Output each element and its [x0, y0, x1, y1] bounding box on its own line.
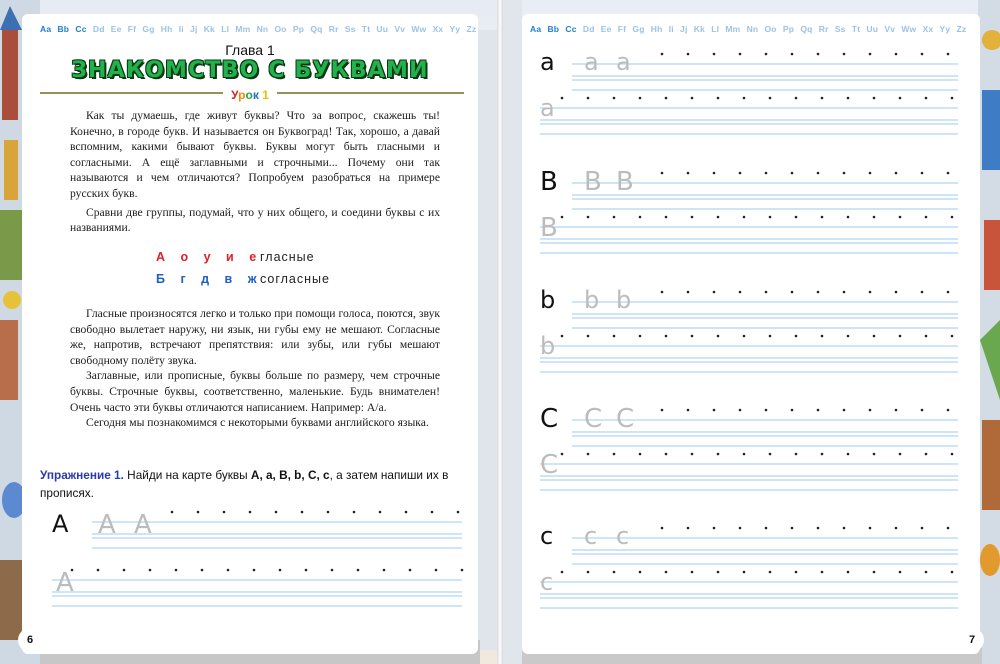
guide-dot	[951, 453, 954, 456]
guide-dot	[847, 453, 850, 456]
guide-dot	[925, 97, 928, 100]
alphabet-pair: Mm	[725, 24, 741, 34]
alphabet-pair: Mm	[235, 24, 251, 34]
guide-dot	[717, 335, 720, 338]
guide-dot	[661, 53, 664, 56]
lesson-char: к	[252, 88, 259, 102]
guide-dot	[713, 409, 716, 412]
book-gutter	[497, 0, 503, 664]
guide-dot	[821, 216, 824, 219]
guide-dot	[895, 172, 898, 175]
guide-dot	[791, 53, 794, 56]
trace-letter: B	[584, 167, 602, 197]
alphabet-pair: Gg	[632, 24, 645, 34]
guide-dot	[743, 216, 746, 219]
alphabet-pair: Ee	[110, 24, 122, 34]
lesson-char: 1	[262, 88, 269, 102]
guide-dot	[817, 172, 820, 175]
guide-dot	[561, 453, 564, 456]
guide-dot	[717, 216, 720, 219]
page-number-left: 6	[18, 628, 42, 652]
guide-dot	[925, 571, 928, 574]
guide-dot	[561, 335, 564, 338]
guide-dot	[739, 53, 742, 56]
alphabet-pair: Bb	[547, 24, 560, 34]
guide-dot	[687, 409, 690, 412]
guide-dot	[739, 172, 742, 175]
guide-dot	[713, 172, 716, 175]
chapter-label: Глава 1	[225, 42, 275, 58]
guide-dot	[331, 569, 334, 572]
guide-dot	[613, 571, 616, 574]
guide-dot	[817, 291, 820, 294]
guide-dot	[921, 291, 924, 294]
guide-dot	[795, 216, 798, 219]
guide-dot	[253, 569, 256, 572]
guide-dot	[665, 571, 668, 574]
guide-dot	[873, 97, 876, 100]
guide-dot	[765, 172, 768, 175]
alphabet-pair: Pp	[292, 24, 305, 34]
alphabet-pair: Kk	[693, 24, 705, 34]
guide-dot	[899, 335, 902, 338]
guide-dot	[665, 335, 668, 338]
guide-dot	[843, 409, 846, 412]
guide-dot	[457, 511, 460, 514]
alphabet-pair: Jj	[680, 24, 688, 34]
guide-dot	[847, 216, 850, 219]
guide-dot	[951, 335, 954, 338]
guide-dot	[301, 511, 304, 514]
alphabet-pair: Ll	[221, 24, 230, 34]
guide-dot	[895, 409, 898, 412]
alphabet-pair: Zz	[956, 24, 967, 34]
guide-dot	[791, 172, 794, 175]
guide-dot	[227, 569, 230, 572]
guide-dot	[951, 216, 954, 219]
guide-dot	[847, 97, 850, 100]
guide-dot	[843, 53, 846, 56]
guide-dot	[435, 569, 438, 572]
alphabet-pair: Gg	[142, 24, 155, 34]
alphabet-pair: Kk	[203, 24, 215, 34]
guide-dot	[561, 216, 564, 219]
guide-dot	[613, 335, 616, 338]
guide-dot	[743, 335, 746, 338]
alphabet-pair: Ww	[411, 24, 427, 34]
guide-dot	[869, 409, 872, 412]
guide-dot	[691, 571, 694, 574]
exercise-tail: , а затем напиши их в прописях.	[40, 468, 449, 500]
exercise-letters: A, a, B, b, C, c	[250, 468, 330, 482]
guide-dot	[431, 511, 434, 514]
guide-dot	[817, 527, 820, 530]
guide-dot	[951, 97, 954, 100]
guide-dot	[639, 216, 642, 219]
guide-dot	[661, 172, 664, 175]
trace-letter: B	[540, 213, 558, 243]
trace-letter-a-capital: A	[134, 510, 152, 540]
guide-dot	[795, 97, 798, 100]
guide-dot	[843, 527, 846, 530]
alphabet-pair: Tt	[361, 24, 371, 34]
guide-dot	[947, 409, 950, 412]
guide-dot	[171, 511, 174, 514]
alphabet-pair: Ff	[127, 24, 137, 34]
alphabet-pair: Nn	[746, 24, 759, 34]
guide-dot	[661, 527, 664, 530]
guide-dot	[197, 511, 200, 514]
trace-letter: a	[584, 48, 599, 76]
guide-dot	[899, 216, 902, 219]
guide-dot	[275, 511, 278, 514]
alphabet-pair: Ff	[617, 24, 627, 34]
model-letter: a	[540, 48, 555, 76]
guide-dot	[587, 97, 590, 100]
alphabet-pair: Ww	[901, 24, 917, 34]
guide-dot	[409, 569, 412, 572]
right-page	[500, 0, 1000, 664]
guide-dot	[769, 571, 772, 574]
chapter-title: ЗНАКОМСТВО С БУКВАМИ	[71, 58, 429, 83]
alphabet-pair: Pp	[782, 24, 795, 34]
guide-dot	[665, 453, 668, 456]
alphabet-pair: Ll	[711, 24, 720, 34]
guide-dot	[795, 453, 798, 456]
trace-letter: C	[540, 450, 559, 480]
guide-dot	[843, 172, 846, 175]
alphabet-pair: Qq	[800, 24, 813, 34]
alphabet-pair: Qq	[310, 24, 323, 34]
alphabet-pair: Aa	[40, 24, 52, 34]
trace-letter: a	[540, 94, 555, 122]
explanation-paragraph: Заглавные, или прописные, буквы больше по размеру, чем строчные буквы. Строчные буквы, соответственно, маленькие. Будь внимателен! Очень часто эти буквы отличаются написанием. Например: А/а.	[70, 369, 440, 414]
guide-dot	[947, 53, 950, 56]
trace-letter: b	[584, 286, 600, 314]
vowel-label: гласные	[260, 250, 315, 264]
guide-dot	[587, 335, 590, 338]
alphabet-pair: Oo	[274, 24, 287, 34]
alphabet-pair: Tt	[851, 24, 861, 34]
guide-dot	[769, 216, 772, 219]
lesson-char: о	[245, 88, 253, 102]
vowel-letters: А о у и е	[156, 250, 263, 264]
alphabet-pair: Uu	[376, 24, 389, 34]
guide-dot	[717, 571, 720, 574]
guide-dot	[899, 571, 902, 574]
guide-dot	[765, 53, 768, 56]
guide-dot	[899, 97, 902, 100]
guide-dot	[873, 453, 876, 456]
consonant-label: согласные	[260, 272, 330, 286]
model-letter: c	[540, 522, 554, 550]
alphabet-pair: Aa	[530, 24, 542, 34]
alphabet-pair: Rr	[818, 24, 829, 34]
alphabet-pair: Hh	[160, 24, 173, 34]
exercise-text: Найди на карте буквы	[123, 468, 251, 482]
guide-dot	[743, 453, 746, 456]
guide-dot	[821, 453, 824, 456]
guide-dot	[947, 172, 950, 175]
guide-dot	[587, 216, 590, 219]
guide-dot	[921, 409, 924, 412]
guide-dot	[201, 569, 204, 572]
alphabet-pair: Ss	[344, 24, 356, 34]
consonant-letters: Б г д в ж	[156, 272, 263, 286]
alphabet-pair: Oo	[764, 24, 777, 34]
guide-dot	[743, 97, 746, 100]
right-writing-lines	[500, 0, 1000, 664]
guide-dot	[687, 53, 690, 56]
alphabet-pair: Rr	[328, 24, 339, 34]
guide-dot	[639, 97, 642, 100]
guide-dot	[561, 97, 564, 100]
guide-dot	[765, 291, 768, 294]
guide-dot	[817, 409, 820, 412]
trace-letter: c	[540, 568, 554, 596]
guide-dot	[717, 453, 720, 456]
trace-letter: B	[616, 167, 634, 197]
guide-dot	[687, 172, 690, 175]
guide-dot	[665, 216, 668, 219]
guide-dot	[305, 569, 308, 572]
trace-letter: c	[616, 522, 630, 550]
alphabet-pair: Uu	[866, 24, 879, 34]
intro-paragraph: Как ты думаешь, где живут буквы? Что за вопрос, скажешь ты! Конечно, в городе букв. И называется он Буквоград! Так, хорошо, а давай вспомним, какими бывают буквы. Буквы могут быть гласными и согласными. А ещё заглавными и строчными... Почему они так называются и чем отличаются? Попробуем разобраться на примере русских букв.	[70, 109, 440, 200]
alphabet-pair: Vv	[394, 24, 406, 34]
guide-dot	[921, 53, 924, 56]
guide-dot	[613, 216, 616, 219]
lesson-char: р	[238, 88, 246, 102]
page-number-right: 7	[960, 628, 984, 652]
alphabet-pair: Yy	[939, 24, 951, 34]
guide-dot	[149, 569, 152, 572]
guide-dot	[795, 571, 798, 574]
alphabet-pair: Xx	[922, 24, 934, 34]
trace-letter: C	[584, 404, 603, 434]
guide-dot	[717, 97, 720, 100]
model-letter: C	[540, 404, 559, 434]
explanation-paragraph: Сегодня мы познакомимся с некоторыми буквами английского языка.	[86, 416, 429, 430]
guide-dot	[739, 527, 742, 530]
alphabet-pair: Vv	[884, 24, 896, 34]
guide-dot	[847, 335, 850, 338]
guide-dot	[869, 172, 872, 175]
guide-dot	[639, 453, 642, 456]
guide-dot	[821, 335, 824, 338]
guide-dot	[739, 409, 742, 412]
alphabet-pair: Yy	[449, 24, 461, 34]
guide-dot	[405, 511, 408, 514]
guide-dot	[925, 335, 928, 338]
guide-dot	[873, 216, 876, 219]
alphabet-pair: Dd	[582, 24, 595, 34]
guide-dot	[97, 569, 100, 572]
guide-dot	[843, 291, 846, 294]
guide-dot	[613, 453, 616, 456]
guide-dot	[817, 53, 820, 56]
trace-letter: a	[616, 48, 631, 76]
guide-dot	[951, 571, 954, 574]
guide-dot	[379, 511, 382, 514]
guide-dot	[561, 571, 564, 574]
trace-letter: C	[616, 404, 635, 434]
guide-dot	[847, 571, 850, 574]
guide-dot	[947, 291, 950, 294]
trace-letter: b	[540, 332, 556, 360]
guide-dot	[795, 335, 798, 338]
guide-dot	[357, 569, 360, 572]
model-letter: b	[540, 286, 556, 314]
guide-dot	[769, 453, 772, 456]
lesson-char: У	[231, 88, 239, 102]
guide-dot	[353, 511, 356, 514]
guide-dot	[791, 409, 794, 412]
intro-paragraph: Сравни две группы, подумай, что у них общего, и соедини буквы с их названиями.	[70, 205, 440, 235]
alphabet-pair: Ii	[178, 24, 184, 34]
guide-dot	[869, 53, 872, 56]
guide-dot	[687, 291, 690, 294]
guide-dot	[869, 291, 872, 294]
guide-dot	[661, 291, 664, 294]
alphabet-pair: Cc	[75, 24, 87, 34]
guide-dot	[895, 53, 898, 56]
guide-dot	[821, 97, 824, 100]
explanation-paragraph: Гласные произносятся легко и только при помощи голоса, поются, звук свободно вылетает наружу, ни язык, ни губы ему не мешают. Согласные же, напротив, встречают препятствия: или зубы, или губы мешают свободному полёту звука.	[70, 307, 440, 367]
guide-dot	[665, 97, 668, 100]
model-letter-a-capital: A	[52, 510, 69, 538]
alphabet-pair: Zz	[466, 24, 477, 34]
guide-dot	[713, 53, 716, 56]
guide-dot	[869, 527, 872, 530]
guide-dot	[279, 569, 282, 572]
guide-dot	[223, 511, 226, 514]
alphabet-pair: Hh	[650, 24, 663, 34]
alphabet-pair: Bb	[57, 24, 70, 34]
guide-dot	[925, 216, 928, 219]
guide-dot	[925, 453, 928, 456]
guide-dot	[769, 97, 772, 100]
alphabet-pair: Cc	[565, 24, 577, 34]
guide-dot	[743, 571, 746, 574]
guide-dot	[713, 527, 716, 530]
guide-dot	[249, 511, 252, 514]
guide-dot	[873, 335, 876, 338]
guide-dot	[687, 527, 690, 530]
guide-dot	[947, 527, 950, 530]
guide-dot	[461, 569, 464, 572]
guide-dot	[791, 527, 794, 530]
guide-dot	[123, 569, 126, 572]
alphabet-pair: Dd	[92, 24, 105, 34]
guide-dot	[899, 453, 902, 456]
alphabet-pair: Nn	[256, 24, 269, 34]
guide-dot	[921, 172, 924, 175]
model-letter: B	[540, 167, 558, 197]
guide-dot	[691, 453, 694, 456]
alphabet-pair: Xx	[432, 24, 444, 34]
guide-dot	[691, 335, 694, 338]
guide-dot	[821, 571, 824, 574]
guide-dot	[613, 97, 616, 100]
guide-dot	[587, 453, 590, 456]
trace-letter-a-capital: A	[98, 510, 116, 540]
guide-dot	[713, 291, 716, 294]
guide-dot	[921, 527, 924, 530]
guide-dot	[739, 291, 742, 294]
alphabet-pair: Ee	[600, 24, 612, 34]
guide-dot	[691, 216, 694, 219]
guide-dot	[383, 569, 386, 572]
alphabet-pair: Ss	[834, 24, 846, 34]
guide-dot	[791, 291, 794, 294]
guide-dot	[765, 409, 768, 412]
guide-dot	[765, 527, 768, 530]
guide-dot	[175, 569, 178, 572]
alphabet-pair: Ii	[668, 24, 674, 34]
guide-dot	[661, 409, 664, 412]
exercise-heading: Упражнение 1.	[40, 468, 124, 482]
guide-dot	[639, 335, 642, 338]
trace-letter: c	[584, 522, 598, 550]
guide-dot	[895, 291, 898, 294]
guide-dot	[691, 97, 694, 100]
trace-letter: b	[616, 286, 632, 314]
guide-dot	[639, 571, 642, 574]
guide-dot	[873, 571, 876, 574]
trace-letter-a-capital: A	[56, 568, 74, 598]
guide-dot	[895, 527, 898, 530]
guide-dot	[327, 511, 330, 514]
guide-dot	[769, 335, 772, 338]
guide-dot	[587, 571, 590, 574]
alphabet-pair: Jj	[190, 24, 198, 34]
